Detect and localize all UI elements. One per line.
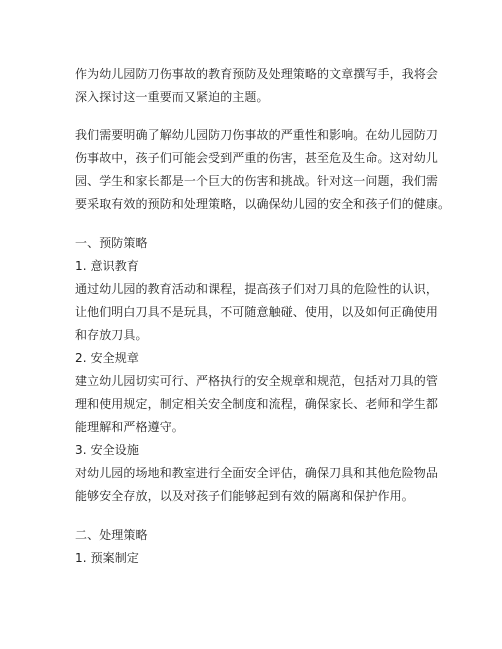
item2-line-1: 建立幼儿园切实可行、严格执行的安全规章和规范，包括对刀具的管 <box>75 374 439 388</box>
paragraph1-line-2: 伤事故中，孩子们可能会受到严重的伤害，甚至危及生命。这对幼儿 <box>75 151 439 165</box>
item1-line-1: 通过幼儿园的教育活动和课程，提高孩子们对刀具的危险性的认识， <box>75 282 439 296</box>
item2-line-2: 理和使用规定，制定相关安全制度和流程，确保家长、老师和学生都 <box>75 397 439 411</box>
paragraph1-line-3: 园、学生和家长都是一个巨大的伤害和挑战。针对这一问题，我们需 <box>75 174 439 188</box>
item2-title: 2. 安全规章 <box>75 351 139 365</box>
section2-heading: 二、处理策略 <box>75 528 148 542</box>
item1-title: 1. 意识教育 <box>75 259 139 273</box>
intro-line-1: 作为幼儿园防刀伤事故的教育预防及处理策略的文章撰写手，我将会 <box>75 67 439 81</box>
paragraph1-line-1: 我们需要明确了解幼儿园防刀伤事故的严重性和影响。在幼儿园防刀 <box>75 128 439 142</box>
item3-line-2: 能够安全存放，以及对孩子们能够起到有效的隔离和保护作用。 <box>75 489 414 503</box>
section2-item1-title: 1. 预案制定 <box>75 551 139 565</box>
item3-line-1: 对幼儿园的场地和教室进行全面安全评估，确保刀具和其他危险物品 <box>75 466 439 480</box>
item2-line-3: 能理解和严格遵守。 <box>75 420 184 434</box>
intro-line-2: 深入探讨这一重要而又紧迫的主题。 <box>75 90 269 104</box>
section1-heading: 一、预防策略 <box>75 236 148 250</box>
paragraph1-line-4: 要采取有效的预防和处理策略，以确保幼儿园的安全和孩子们的健康。 <box>75 197 451 211</box>
item3-title: 3. 安全设施 <box>75 443 139 457</box>
item1-line-2: 让他们明白刀具不是玩具，不可随意触碰、使用，以及如何正确使用 <box>75 305 439 319</box>
item1-line-3: 和存放刀具。 <box>75 328 148 342</box>
